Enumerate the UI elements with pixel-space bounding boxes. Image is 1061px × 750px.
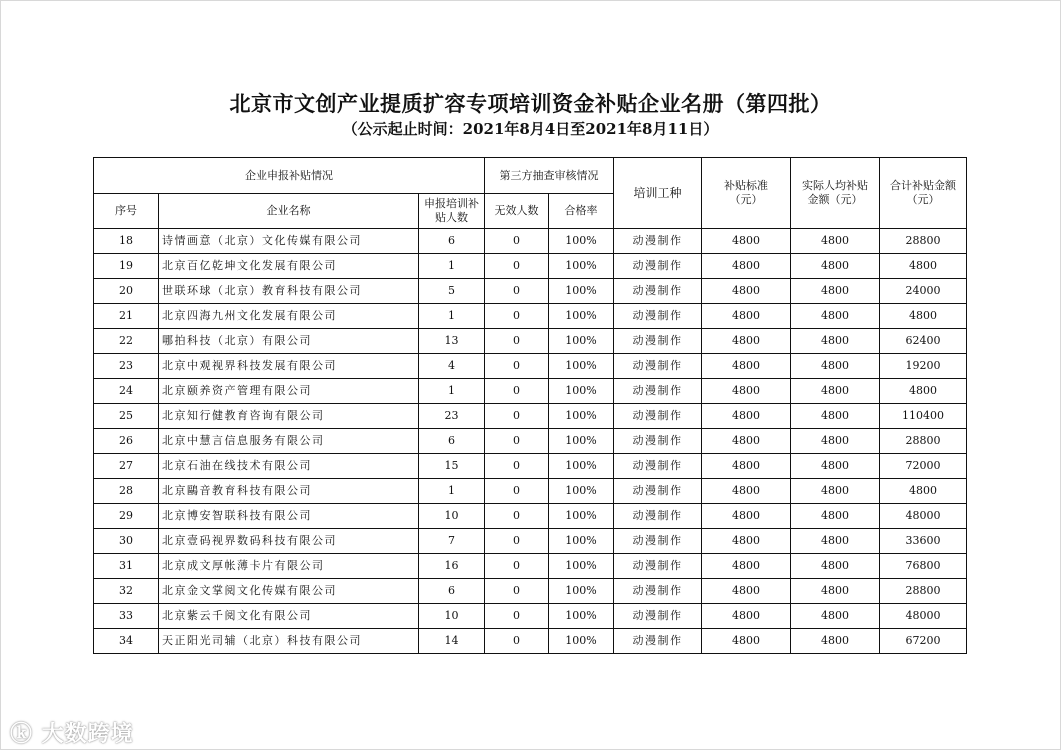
row-total: 4800 — [880, 479, 967, 504]
row-total: 67200 — [880, 629, 967, 654]
row-actual: 4800 — [791, 454, 880, 479]
row-applied: 5 — [419, 279, 485, 304]
row-pass-rate: 100% — [549, 404, 614, 429]
table-row — [94, 279, 967, 304]
row-total: 28800 — [880, 229, 967, 254]
row-applied: 10 — [419, 604, 485, 629]
row-invalid: 0 — [485, 354, 549, 379]
row-standard: 4800 — [702, 279, 791, 304]
row-seq: 34 — [94, 629, 159, 654]
row-training-type: 动漫制作 — [614, 229, 702, 254]
row-standard: 4800 — [702, 404, 791, 429]
row-standard: 4800 — [702, 504, 791, 529]
row-actual: 4800 — [791, 354, 880, 379]
row-seq: 33 — [94, 604, 159, 629]
row-standard: 4800 — [702, 479, 791, 504]
row-standard: 4800 — [702, 304, 791, 329]
row-standard: 4800 — [702, 229, 791, 254]
row-company: 北京博安智联科技有限公司 — [159, 504, 419, 529]
row-company: 哪拍科技（北京）有限公司 — [159, 329, 419, 354]
row-invalid: 0 — [485, 329, 549, 354]
row-seq: 27 — [94, 454, 159, 479]
row-company: 北京鷗音教育科技有限公司 — [159, 479, 419, 504]
row-company: 北京成文厚帐薄卡片有限公司 — [159, 554, 419, 579]
row-total: 28800 — [880, 429, 967, 454]
row-pass-rate: 100% — [549, 254, 614, 279]
row-invalid: 0 — [485, 254, 549, 279]
table-row — [94, 229, 967, 254]
row-standard: 4800 — [702, 554, 791, 579]
row-pass-rate: 100% — [549, 229, 614, 254]
row-total: 24000 — [880, 279, 967, 304]
row-total: 48000 — [880, 504, 967, 529]
row-applied: 1 — [419, 379, 485, 404]
table-row — [94, 354, 967, 379]
row-seq: 24 — [94, 379, 159, 404]
table-row — [94, 429, 967, 454]
row-actual: 4800 — [791, 629, 880, 654]
table-row — [94, 554, 967, 579]
row-company: 北京壹码视界数码科技有限公司 — [159, 529, 419, 554]
row-seq: 32 — [94, 579, 159, 604]
row-standard: 4800 — [702, 629, 791, 654]
table-row — [94, 379, 967, 404]
row-standard: 4800 — [702, 354, 791, 379]
row-standard: 4800 — [702, 529, 791, 554]
header-applied: 申报培训补贴人数 — [419, 194, 485, 229]
row-seq: 26 — [94, 429, 159, 454]
row-invalid: 0 — [485, 429, 549, 454]
row-company: 北京知行健教育咨询有限公司 — [159, 404, 419, 429]
row-total: 72000 — [880, 454, 967, 479]
row-applied: 1 — [419, 304, 485, 329]
row-pass-rate: 100% — [549, 479, 614, 504]
row-company: 天正阳光司辅（北京）科技有限公司 — [159, 629, 419, 654]
header-company: 企业名称 — [159, 194, 419, 229]
row-training-type: 动漫制作 — [614, 429, 702, 454]
row-actual: 4800 — [791, 304, 880, 329]
row-invalid: 0 — [485, 504, 549, 529]
row-applied: 7 — [419, 529, 485, 554]
row-actual: 4800 — [791, 329, 880, 354]
row-pass-rate: 100% — [549, 279, 614, 304]
row-invalid: 0 — [485, 529, 549, 554]
row-invalid: 0 — [485, 479, 549, 504]
row-total: 4800 — [880, 304, 967, 329]
row-training-type: 动漫制作 — [614, 529, 702, 554]
row-seq: 20 — [94, 279, 159, 304]
row-applied: 16 — [419, 554, 485, 579]
row-pass-rate: 100% — [549, 554, 614, 579]
row-invalid: 0 — [485, 604, 549, 629]
row-actual: 4800 — [791, 279, 880, 304]
row-invalid: 0 — [485, 229, 549, 254]
row-total: 28800 — [880, 579, 967, 604]
row-actual: 4800 — [791, 429, 880, 454]
table-row — [94, 454, 967, 479]
header-actual-per-person: 实际人均补贴金额（元） — [791, 158, 880, 229]
table-row — [94, 329, 967, 354]
row-pass-rate: 100% — [549, 379, 614, 404]
row-actual: 4800 — [791, 604, 880, 629]
row-applied: 23 — [419, 404, 485, 429]
row-seq: 18 — [94, 229, 159, 254]
row-training-type: 动漫制作 — [614, 554, 702, 579]
row-total: 76800 — [880, 554, 967, 579]
row-applied: 6 — [419, 429, 485, 454]
row-company: 世联环球（北京）教育科技有限公司 — [159, 279, 419, 304]
row-pass-rate: 100% — [549, 604, 614, 629]
row-pass-rate: 100% — [549, 354, 614, 379]
row-training-type: 动漫制作 — [614, 279, 702, 304]
row-seq: 29 — [94, 504, 159, 529]
header-standard: 补贴标准（元） — [702, 158, 791, 229]
row-actual: 4800 — [791, 479, 880, 504]
header-total: 合计补贴金额（元） — [880, 158, 967, 229]
table-row — [94, 254, 967, 279]
row-total: 4800 — [880, 379, 967, 404]
row-pass-rate: 100% — [549, 329, 614, 354]
row-seq: 19 — [94, 254, 159, 279]
row-training-type: 动漫制作 — [614, 354, 702, 379]
row-invalid: 0 — [485, 404, 549, 429]
header-seq: 序号 — [94, 194, 159, 229]
row-actual: 4800 — [791, 254, 880, 279]
watermark-logo: ⓚ 大数跨境 — [10, 722, 134, 747]
row-applied: 1 — [419, 479, 485, 504]
row-training-type: 动漫制作 — [614, 254, 702, 279]
row-actual: 4800 — [791, 554, 880, 579]
row-seq: 22 — [94, 329, 159, 354]
row-training-type: 动漫制作 — [614, 329, 702, 354]
table-row — [94, 629, 967, 654]
document-subtitle: （公示起止时间：2021年8月4日至2021年8月11日） — [342, 120, 719, 138]
header-pass-rate: 合格率 — [549, 194, 614, 229]
row-total: 33600 — [880, 529, 967, 554]
row-training-type: 动漫制作 — [614, 379, 702, 404]
row-pass-rate: 100% — [549, 504, 614, 529]
row-training-type: 动漫制作 — [614, 604, 702, 629]
table-row — [94, 529, 967, 554]
row-company: 北京百亿乾坤文化发展有限公司 — [159, 254, 419, 279]
row-seq: 31 — [94, 554, 159, 579]
row-applied: 15 — [419, 454, 485, 479]
header-company-group: 企业申报补贴情况 — [94, 158, 485, 194]
row-invalid: 0 — [485, 579, 549, 604]
header-audit-group: 第三方抽查审核情况 — [485, 158, 614, 194]
row-training-type: 动漫制作 — [614, 579, 702, 604]
row-invalid: 0 — [485, 279, 549, 304]
row-standard: 4800 — [702, 604, 791, 629]
row-actual: 4800 — [791, 229, 880, 254]
row-seq: 30 — [94, 529, 159, 554]
row-total: 4800 — [880, 254, 967, 279]
row-pass-rate: 100% — [549, 629, 614, 654]
row-standard: 4800 — [702, 454, 791, 479]
row-invalid: 0 — [485, 304, 549, 329]
row-invalid: 0 — [485, 554, 549, 579]
row-training-type: 动漫制作 — [614, 404, 702, 429]
table-row — [94, 304, 967, 329]
row-pass-rate: 100% — [549, 429, 614, 454]
table-row — [94, 479, 967, 504]
document-title: 北京市文创产业提质扩容专项培训资金补贴企业名册（第四批） — [229, 91, 832, 116]
row-pass-rate: 100% — [549, 529, 614, 554]
row-applied: 10 — [419, 504, 485, 529]
row-total: 19200 — [880, 354, 967, 379]
row-actual: 4800 — [791, 404, 880, 429]
row-invalid: 0 — [485, 379, 549, 404]
row-standard: 4800 — [702, 429, 791, 454]
row-company: 北京紫云千阅文化有限公司 — [159, 604, 419, 629]
row-training-type: 动漫制作 — [614, 479, 702, 504]
row-pass-rate: 100% — [549, 454, 614, 479]
table-row — [94, 579, 967, 604]
row-total: 62400 — [880, 329, 967, 354]
row-applied: 13 — [419, 329, 485, 354]
row-applied: 14 — [419, 629, 485, 654]
row-seq: 28 — [94, 479, 159, 504]
row-training-type: 动漫制作 — [614, 629, 702, 654]
row-company: 诗情画意（北京）文化传媒有限公司 — [159, 229, 419, 254]
row-applied: 1 — [419, 254, 485, 279]
row-training-type: 动漫制作 — [614, 454, 702, 479]
row-company: 北京中观视界科技发展有限公司 — [159, 354, 419, 379]
table-row — [94, 404, 967, 429]
header-training-type: 培训工种 — [614, 158, 702, 229]
row-actual: 4800 — [791, 529, 880, 554]
table-row — [94, 604, 967, 629]
row-pass-rate: 100% — [549, 579, 614, 604]
row-applied: 6 — [419, 229, 485, 254]
row-training-type: 动漫制作 — [614, 504, 702, 529]
row-company: 北京中慧言信息服务有限公司 — [159, 429, 419, 454]
table-row — [94, 504, 967, 529]
row-total: 48000 — [880, 604, 967, 629]
row-actual: 4800 — [791, 504, 880, 529]
row-training-type: 动漫制作 — [614, 304, 702, 329]
header-invalid: 无效人数 — [485, 194, 549, 229]
row-applied: 4 — [419, 354, 485, 379]
row-invalid: 0 — [485, 629, 549, 654]
row-standard: 4800 — [702, 379, 791, 404]
row-applied: 6 — [419, 579, 485, 604]
row-seq: 25 — [94, 404, 159, 429]
row-actual: 4800 — [791, 579, 880, 604]
row-company: 北京金文掌阅文化传媒有限公司 — [159, 579, 419, 604]
subsidy-table — [93, 157, 967, 654]
row-total: 110400 — [880, 404, 967, 429]
row-company: 北京四海九州文化发展有限公司 — [159, 304, 419, 329]
row-pass-rate: 100% — [549, 304, 614, 329]
row-standard: 4800 — [702, 579, 791, 604]
row-standard: 4800 — [702, 329, 791, 354]
row-actual: 4800 — [791, 379, 880, 404]
row-company: 北京颐养资产管理有限公司 — [159, 379, 419, 404]
row-invalid: 0 — [485, 454, 549, 479]
row-standard: 4800 — [702, 254, 791, 279]
row-seq: 21 — [94, 304, 159, 329]
row-seq: 23 — [94, 354, 159, 379]
row-company: 北京石油在线技术有限公司 — [159, 454, 419, 479]
